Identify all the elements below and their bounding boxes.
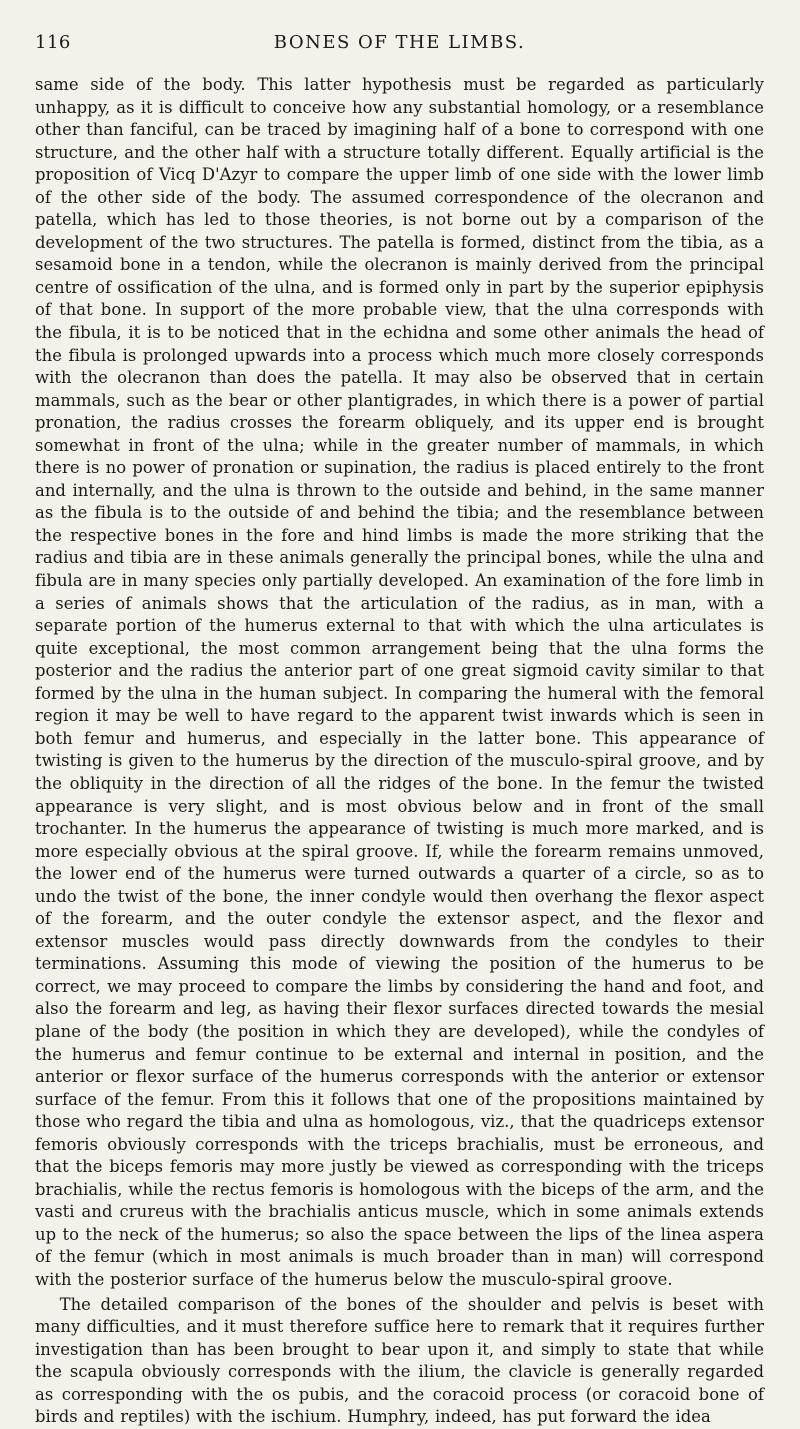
- page-title: BONES OF THE LIMBS.: [273, 32, 526, 53]
- paragraph-continued: same side of the body. This latter hypothesis must be regarded as particularly unhappy, as it is difficult to conceive how any substantial homology, or a resemblance other than fanciful, can be traced by imagining half of a bone to correspond with one structure, and the other half with a structure totally different. Equally artificial is the proposition of Vicq D'Azyr to compare the upper limb of one side with the lower limb of the other side of the body. The assumed correspondence of the olecranon and patella, which has led to those theories, is not borne out by a comparison of the development of the two structures. The patella is formed, distinct from the tibia, as a sesamoid bone in a tendon, while the olecranon is mainly derived from the principal centre of ossification of the ulna, and is formed only in part by the superior epiphysis of that bone. In support of the more probable view, that the ulna corresponds with the fibula, it is to be noticed that in the echidna and some other animals the head of the fibula is prolonged upwards into a process which much more closely corresponds with the olecranon than does the patella. It may also be observed that in certain mammals, such as the bear or other plantigrades, in which there is a power of partial pronation, the radius crosses the forearm obliquely, and its upper end is brought somewhat in front of the ulna; while in the greater number of mammals, in which there is no power of pronation or supination, the radius is placed entirely to the front and internally, and the ulna is thrown to the outside and behind, in the same manner as the fibula is to the outside of and behind the tibia; and the resemblance between the respective bones in the fore and hind limbs is made the more striking that the radius and tibia are in these animals generally the principal bones, while the ulna and fibula are in many species only partially developed. An examination of the fore limb in a series of animals shows that the articulation of the radius, as in man, with a separate portion of the humerus external to that with which the ulna articulates is quite exceptional, the most common arrangement being that the ulna forms the posterior and the radius the anterior part of one great sigmoid cavity similar to that formed by the ulna in the human subject. In comparing the humeral with the femoral region it may be well to have regard to the apparent twist inwards which is seen in both femur and humerus, and especially in the latter bone. This appearance of twisting is given to the humerus by the direction of the musculo-spiral groove, and by the obliquity in the direction of all the ridges of the bone. In the femur the twisted appearance is very slight, and is most obvious below and in front of the small trochanter. In the humerus the appearance of twisting is much more marked, and is more especially obvious at the spiral groove. If, while the forearm remains unmoved, the lower end of the humerus were turned outwards a quarter of a circle, so as to undo the twist of the bone, the inner condyle would then overhang the flexor aspect of the forearm, and the outer condyle the extensor aspect, and the flexor and extensor muscles would pass directly downwards from the condyles to their terminations. Assuming this mode of viewing the position of the humerus to be correct, we may proceed to compare the limbs by considering the hand and foot, and also the forearm and leg, as having their flexor surfaces directed towards the mesial plane of the body (the position in which they are developed), while the condyles of the humerus and femur continue to be external and internal in position, and the anterior or flexor surface of the humerus corresponds with the anterior or extensor surface of the femur. From this it follows that one of the propositions maintained by those who regard the tibia and ulna as homologous, viz., that the quadriceps extensor femoris obviously corresponds with the triceps brachialis, must be erroneous, and that the biceps femoris may more justly be viewed as corresponding with the triceps brachialis, while the rectus femoris is homologous with the biceps of the arm, and the vasti and crureus with the brachialis anticus muscle, which in some animals extends up to the neck of the humerus; so also the space between the lips of the linea aspera of the femur (which in most animals is much broader than in man) will correspond with the posterior surface of the humerus below the musculo-spiral groove.: [35, 75, 764, 1289]
- body-text: [35, 74, 764, 1429]
- page-number: 116: [35, 32, 71, 53]
- paragraph-shoulder-pelvis: The detailed comparison of the bones of the shoulder and pelvis is beset with many difficulties, and it must therefore suffice here to remark that it requires further investigation than has been brought to bear upon it, and simply to state that while the scapula obviously corresponds with the ilium, the clavicle is generally regarded as corresponding with the os pubis, and the coracoid process (or coracoid bone of birds and reptiles) with the ischium. Humphry, indeed, has put forward the idea: [35, 1294, 764, 1427]
- running-head: [35, 32, 764, 68]
